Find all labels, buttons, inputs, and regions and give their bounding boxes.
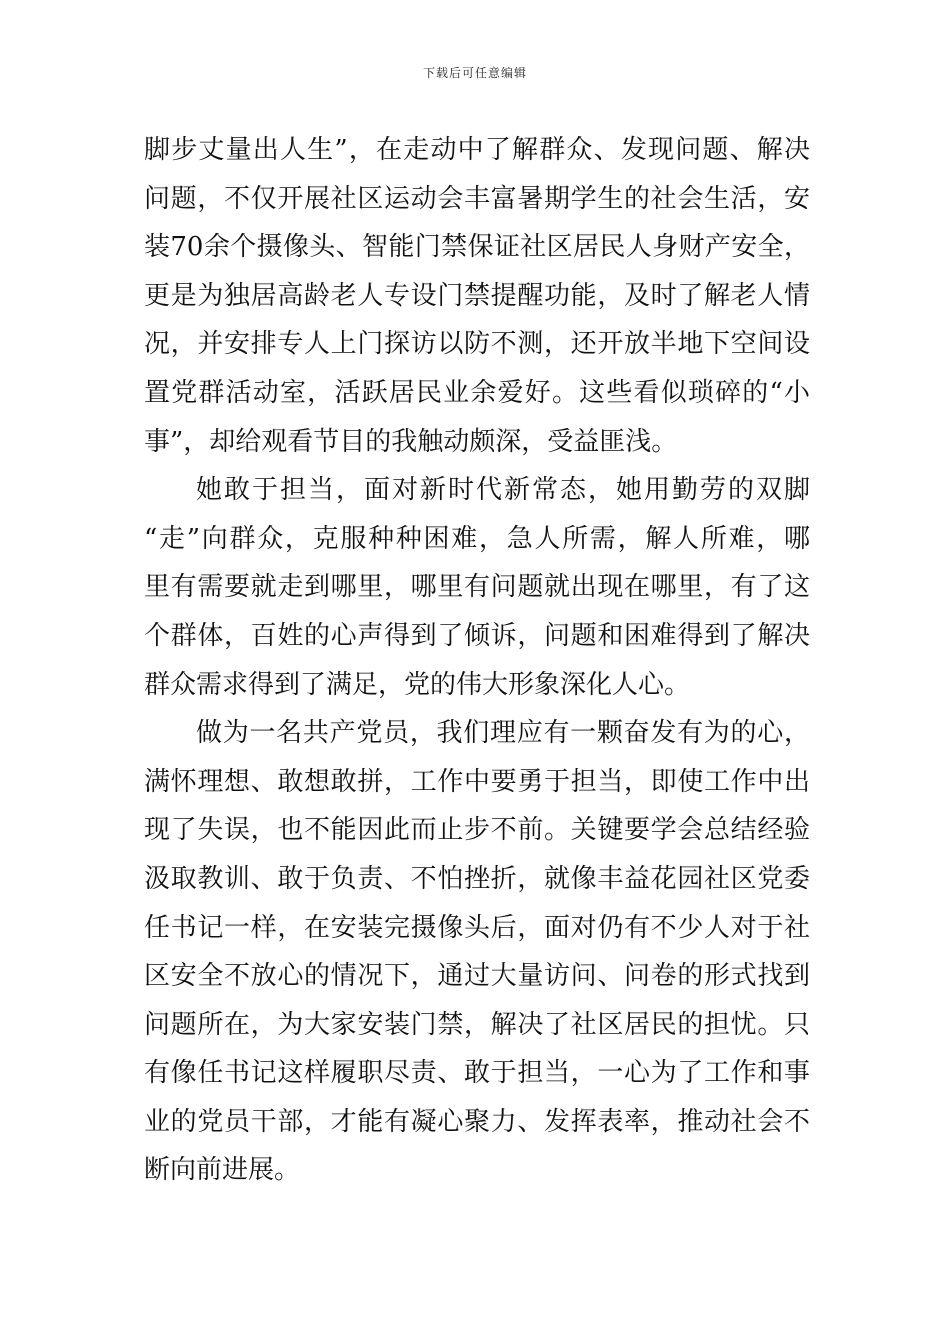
text-line: 区安全不放心的情况下，通过大量访问、问卷的形式找到	[144, 961, 810, 992]
text-line: 任书记一样，在安装完摄像头后，面对仍有不少人对于社	[144, 912, 810, 943]
text-line: 做为一名共产党员，我们理应有一颗奋发有为的心，	[196, 718, 810, 749]
text-line: 现了失误，也不能因此而止步不前。关键要学会总结经验	[144, 815, 810, 846]
text-line: 有像任书记这样履职尽责、敢于担当，一心为了工作和事	[144, 1058, 810, 1089]
text-line: 置党群活动室，活跃居民业余爱好。这些看似琐碎的“小	[144, 377, 810, 408]
text-line: 满怀理想、敢想敢拼，工作中要勇于担当，即使工作中出	[144, 766, 810, 797]
text-line: 问题所在，为大家安装门禁，解决了社区居民的担忧。只	[144, 1009, 810, 1040]
paragraph-3	[144, 709, 810, 1195]
text-line: 群众需求得到了满足，党的伟大形象深化人心。	[144, 669, 691, 700]
text-line: 里有需要就走到哪里，哪里有问题就出现在哪里，有了这	[144, 572, 810, 603]
text-line: 汲取教训、敢于负责、不怕挫折，就像丰益花园社区党委	[144, 863, 810, 894]
text-line: 业的党员干部，才能有凝心聚力、发挥表率，推动社会不	[144, 1106, 810, 1137]
text-line: 装70余个摄像头、智能门禁保证社区居民人身财产安全，	[144, 232, 810, 263]
document-body	[144, 126, 810, 1195]
page-header: 下载后可任意编辑	[422, 66, 527, 80]
text-line: 断向前进展。	[144, 1155, 301, 1186]
text-line: 脚步丈量出人生”，在走动中了解群众、发现问题、解决	[144, 135, 810, 165]
text-line: 更是为独居高龄老人专设门禁提醒功能，及时了解老人情	[144, 280, 810, 311]
paragraph-2	[144, 466, 810, 709]
text-line: 事”，却给观看节目的我触动颇深，受益匪浅。	[144, 426, 678, 457]
text-line: 个群体，百姓的心声得到了倾诉，问题和困难得到了解决	[144, 620, 810, 651]
text-line: 问题，不仅开展社区运动会丰富暑期学生的社会生活，安	[144, 183, 810, 214]
text-line: 况，并安排专人上门探访以防不测，还开放半地下空间设	[144, 329, 810, 360]
paragraph-1	[144, 126, 810, 466]
text-line: 她敢于担当，面对新时代新常态，她用勤劳的双脚	[196, 475, 810, 506]
text-line: “走”向群众，克服种种困难，急人所需，解人所难，哪	[144, 523, 810, 554]
